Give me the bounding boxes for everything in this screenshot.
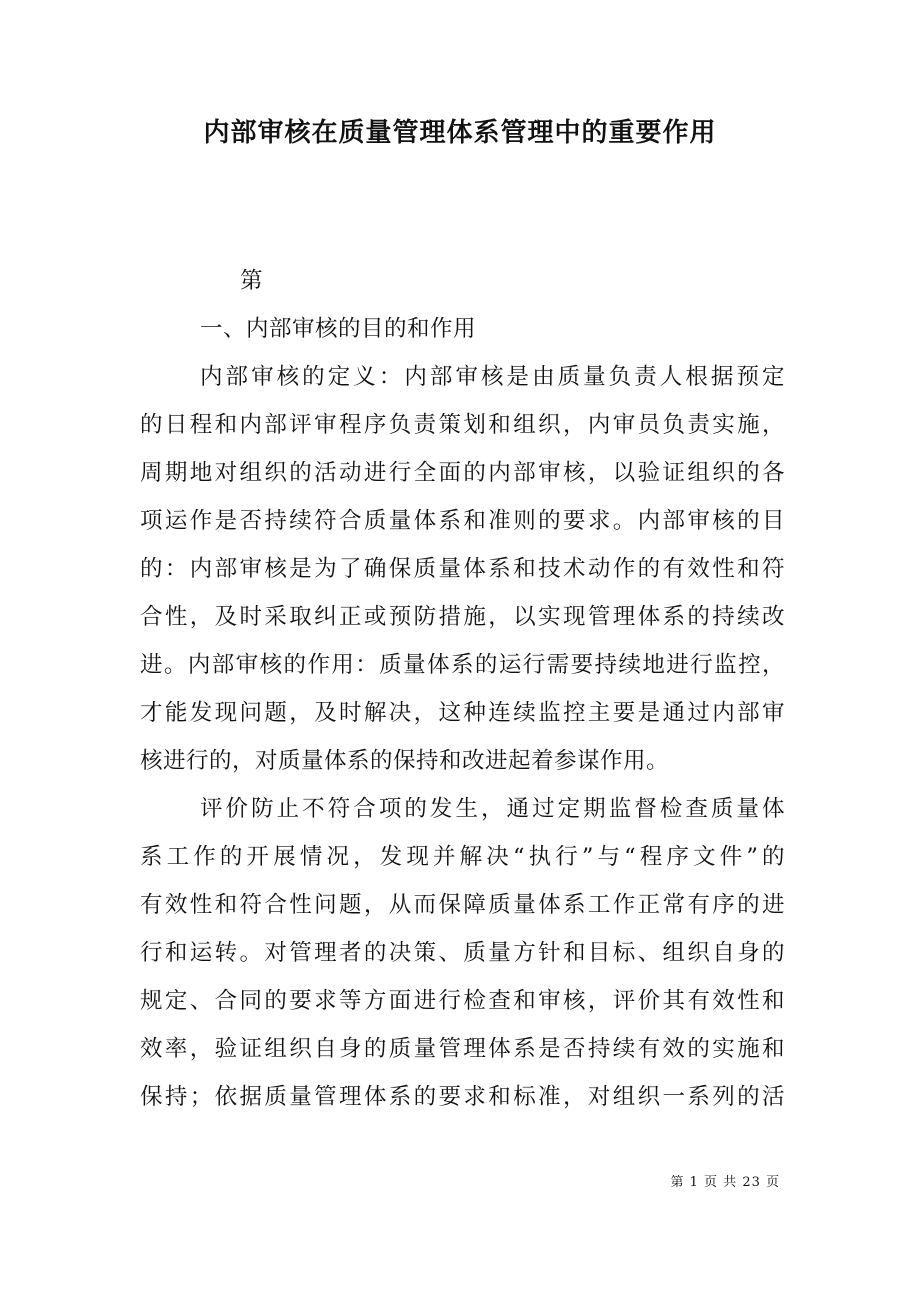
body-line: 效率，验证组织自身的质量管理体系是否持续有效的实施和 — [140, 1036, 785, 1062]
body-line: 第 — [240, 268, 264, 294]
body-line: 合性，及时采取纠正或预防措施，以实现管理体系的持续改 — [140, 604, 785, 630]
body-line: 项运作是否持续符合质量体系和准则的要求。内部审核的目 — [140, 508, 785, 534]
section-heading: 一、内部审核的目的和作用 — [200, 316, 477, 342]
body-line: 周期地对组织的活动进行全面的内部审核，以验证组织的各 — [140, 460, 785, 486]
page-number: 第 1 页 共 23 页 — [670, 1175, 780, 1190]
body-line: 的：内部审核是为了确保质量体系和技术动作的有效性和符 — [140, 556, 785, 582]
body-line: 规定、合同的要求等方面进行检查和审核，评价其有效性和 — [140, 988, 785, 1014]
body-line: 的日程和内部评审程序负责策划和组织，内审员负责实施， — [140, 412, 785, 438]
body-line: 有效性和符合性问题，从而保障质量体系工作正常有序的进 — [140, 892, 785, 918]
body-line: 核进行的，对质量体系的保持和改进起着参谋作用。 — [140, 748, 670, 774]
body-line: 行和运转。对管理者的决策、质量方针和目标、组织自身的 — [140, 940, 785, 966]
body-line: 内部审核的定义：内部审核是由质量负责人根据预定 — [200, 364, 785, 390]
body-line: 保持；依据质量管理体系的要求和标准，对组织一系列的活 — [140, 1084, 785, 1110]
body-line: 才能发现问题，及时解决，这种连续监控主要是通过内部审 — [140, 700, 785, 726]
body-line: 系工作的开展情况，发现并解决“执行”与“程序文件”的 — [140, 844, 785, 870]
body-line: 评价防止不符合项的发生，通过定期监督检查质量体 — [200, 796, 785, 822]
document-body — [140, 266, 785, 1130]
body-line: 进。内部审核的作用：质量体系的运行需要持续地进行监控， — [140, 652, 785, 678]
document-title: 内部审核在质量管理体系管理中的重要作用 — [203, 118, 717, 148]
